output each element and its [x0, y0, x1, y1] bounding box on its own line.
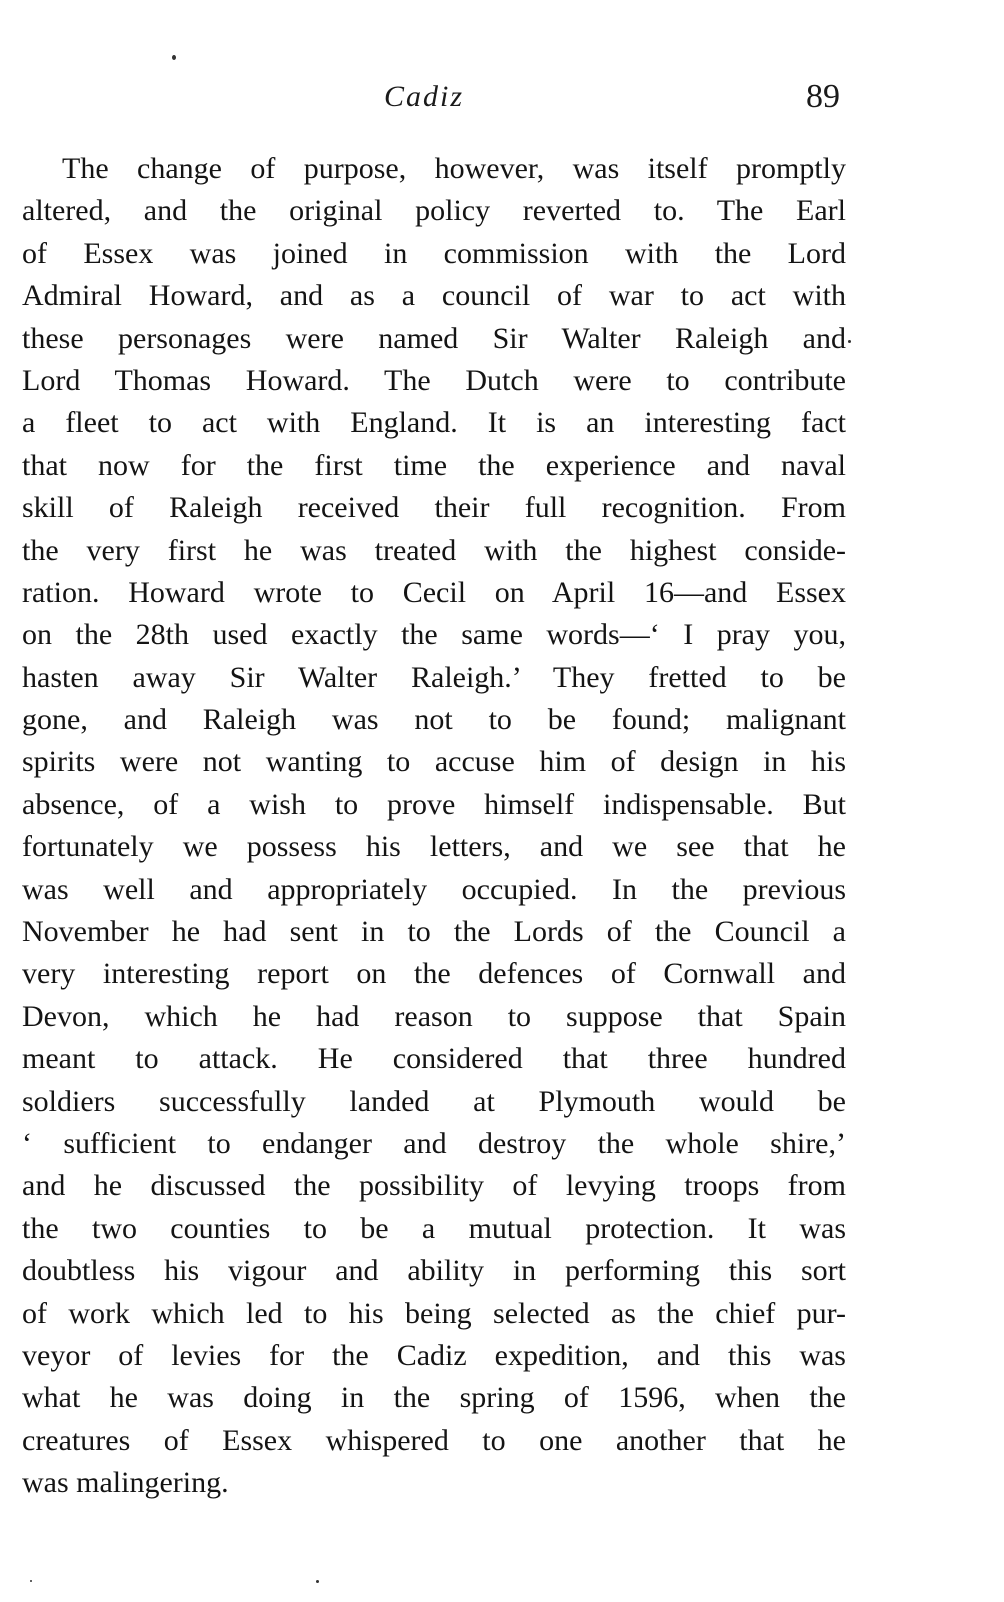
text-line: meant to attack. He considered that three hundred: [22, 1042, 846, 1076]
text-line: and he discussed the possibility of levying troops from: [22, 1169, 846, 1203]
text-line: Lord Thomas Howard. The Dutch were to contribute: [22, 363, 846, 397]
text-line: November he had sent in to the Lords of the Council a: [22, 915, 846, 949]
running-title: Cadiz: [384, 80, 465, 113]
text-line: The change of purpose, however, was itself promptly: [62, 152, 846, 185]
text-line: creatures of Essex whispered to one another that he: [22, 1423, 846, 1457]
text-line: the two counties to be a mutual protection. It was: [22, 1211, 846, 1245]
body-text: [22, 148, 846, 1505]
text-line: of work which led to his being selected as the chief pur-: [22, 1296, 846, 1330]
scan-speck: [30, 1580, 32, 1582]
text-line: doubtless his vigour and ability in performing this sort: [22, 1254, 846, 1288]
text-line: ration. Howard wrote to Cecil on April 16—and Essex: [22, 575, 846, 609]
text-line: absence, of a wish to prove himself indispensable. But: [22, 787, 846, 821]
text-line: hasten away Sir Walter Raleigh.’ They fretted to be: [22, 660, 846, 694]
text-line: Devon, which he had reason to suppose that Spain: [22, 999, 846, 1033]
text-line: fortunately we possess his letters, and we see that he: [22, 830, 846, 864]
scan-speck: [848, 340, 851, 343]
text-line: veyor of levies for the Cadiz expedition, and this was: [22, 1338, 846, 1372]
scan-speck: [172, 55, 176, 60]
text-line: a fleet to act with England. It is an interesting fact: [22, 406, 846, 440]
text-line: was malingering.: [22, 1466, 229, 1500]
text-line: ‘ sufficient to endanger and destroy the whole shire,’: [22, 1126, 846, 1160]
text-line: what he was doing in the spring of 1596, when the: [22, 1381, 846, 1415]
text-line: spirits were not wanting to accuse him of design in his: [22, 745, 846, 779]
text-line: gone, and Raleigh was not to be found; malignant: [22, 703, 846, 737]
page-number: 89: [806, 78, 840, 115]
text-line: these personages were named Sir Walter Raleigh and: [22, 321, 846, 355]
text-line: was well and appropriately occupied. In the previous: [22, 872, 846, 906]
text-line: skill of Raleigh received their full recognition. From: [22, 491, 846, 525]
text-line: Admiral Howard, and as a council of war to act with: [22, 279, 846, 313]
page-header: [0, 76, 1004, 120]
text-line: soldiers successfully landed at Plymouth would be: [22, 1084, 846, 1118]
text-line: that now for the first time the experience and naval: [22, 448, 846, 482]
text-line: very interesting report on the defences of Cornwall and: [22, 957, 846, 991]
text-line: the very first he was treated with the highest conside-: [22, 533, 846, 567]
text-line: on the 28th used exactly the same words—‘ I pray you,: [22, 618, 846, 652]
text-line: altered, and the original policy reverted to. The Earl: [22, 194, 846, 228]
text-line: of Essex was joined in commission with the Lord: [22, 236, 846, 270]
scan-speck: [316, 1580, 319, 1583]
